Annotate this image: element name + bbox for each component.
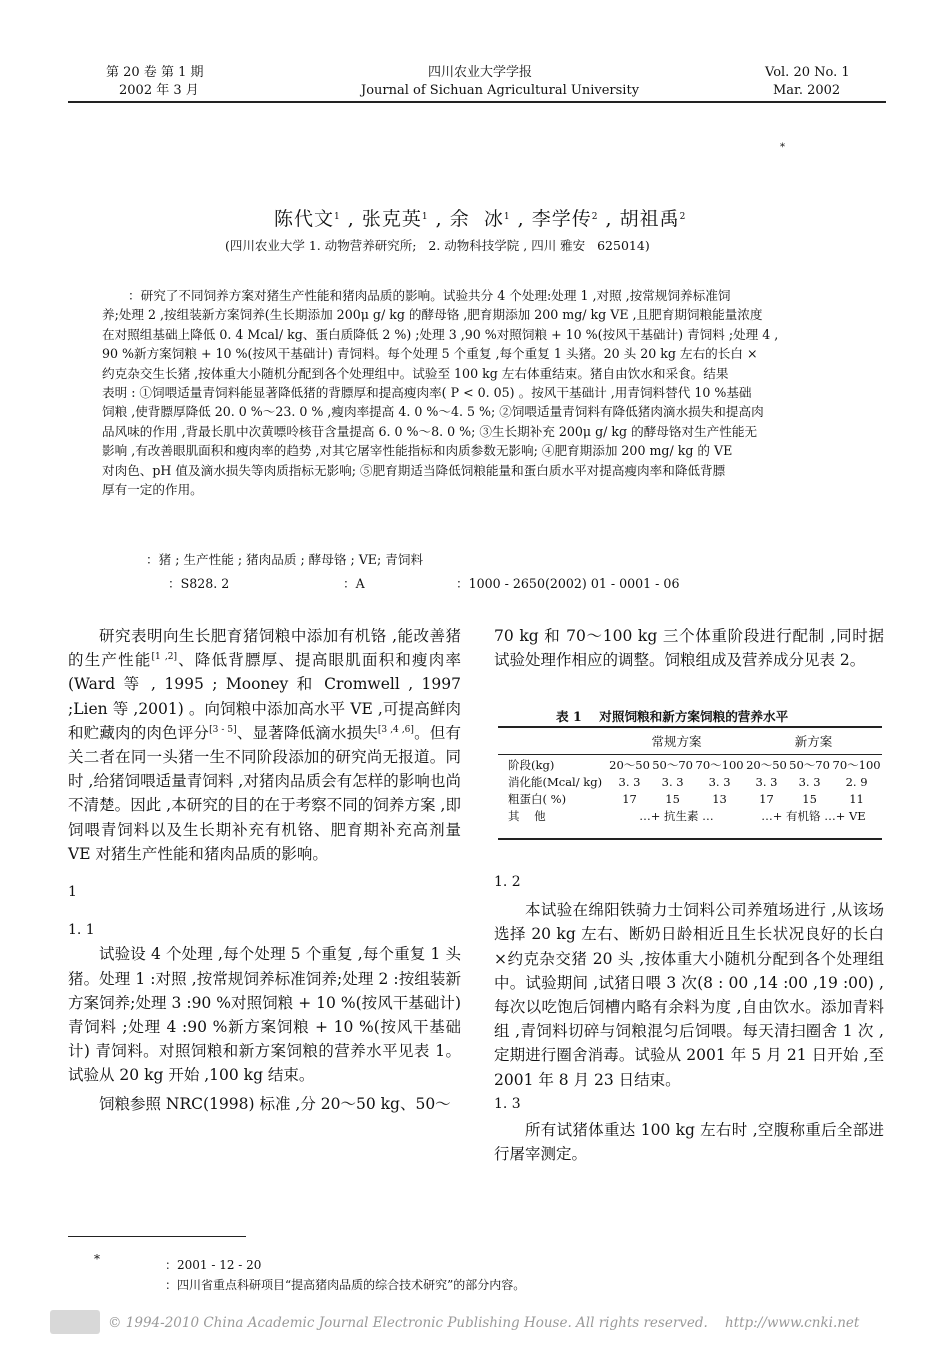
table-top-rule — [498, 726, 882, 728]
section-heading-1-1: 1. 1 — [68, 922, 95, 939]
section-heading-1-3: 1. 3 — [494, 1095, 521, 1112]
row-label: 粗蛋白( %) — [508, 791, 567, 806]
volume-issue-en: Vol. 20 No. 1 — [765, 65, 850, 80]
citation: [3 ,4 ,6] — [377, 724, 414, 735]
table-bottom-rule — [498, 838, 882, 840]
intro-paragraph — [68, 624, 461, 866]
header-rule — [68, 101, 886, 103]
abstract-line: 养;处理 2 ,按组装新方案饲养(生长期添加 200μ g/ kg 的酵母铬 ,肥育期添加 200 mg/ kg VE ,且肥育期饲粮能量浓度 — [102, 307, 763, 323]
row-label: 消化能(Mcal/ kg) — [508, 774, 603, 789]
table-cell: 3. 3 — [661, 774, 684, 789]
right-column-bottom — [494, 870, 884, 1166]
table-cell: 50～70 — [652, 757, 693, 772]
table-cell: 3. 3 — [755, 774, 778, 789]
author-sup: 2 — [591, 212, 599, 222]
copyright-notice: © 1994-2010 China Academic Journal Electronic Publishing House. All rights reserved. http://www.cnki.net — [108, 1315, 860, 1331]
journal-name-cn: 四川农业大学学报 — [428, 65, 533, 80]
table-row — [498, 807, 882, 824]
abstract-line: 影响 ,有改善眼肌面积和瘦肉率的趋势 ,对其它屠宰性能指标和肉质参数无影响; ④肥育期添加 200 mg/ kg 的 VE — [102, 443, 733, 459]
abstract-line: 饲粮 ,使背膘厚降低 20. 0 %～23. 0 % ,瘦肉率提高 4. 0 %～4. 5 %; ②饲喂适量青饲料有降低猪肉滴水损失和提高肉 — [102, 404, 764, 420]
author-list: 陈代文$^1$ , 张克英$^1$ , 余 冰$^1$ , 李学传$^2$ , 胡祖禹$^2$ — [274, 208, 687, 230]
abstract-line: 表明 : ①饲喂适量青饲料能显著降低猪的背膘厚和提高瘦肉率( P < 0. 05) 。按风干基础计 ,用青饲料替代 10 %基础 — [102, 385, 752, 400]
table-cell: 3. 3 — [798, 774, 821, 789]
row-label: 阶段(kg) — [508, 757, 555, 772]
site-paragraph: 本试验在绵阳铁骑力士饲料公司养殖场进行 ,从该场选择 20 kg 左右、断奶日龄相近且生长状况良好的长白 ×约克杂交猪 20 头 ,按体重大小随机分配到各个处理组中。试验期间 ,试猪日喂 3 次(8 : 00 ,14 :00 ,19 :00) ,每次以吃饱后饲槽内略有余料为度 ,自由饮水。添加青料组 ,青饲料切碎与饲粮混匀后饲喂。每天清扫圈舍 1 次 ,定期进行圈舍消毒。试验从 2001 年 5 月 21 日开始 ,至 2001 年 8 月 23 日结束。 — [494, 901, 884, 1089]
citation: [1 ,2] — [151, 652, 177, 663]
table-cell: 15 — [665, 791, 680, 806]
citation: [3 - 5] — [209, 724, 237, 735]
table-cell: 70～100 — [695, 757, 744, 772]
group-header: 新方案 — [794, 734, 833, 749]
document-code: ：A — [343, 576, 365, 591]
abstract-line: 约克杂交生长猪 ,按体重大小随机分配到各个处理组中。试验至 100 kg 左右体重结束。猪自由饮水和采食。结果 — [102, 365, 729, 381]
abstract-line: 品风味的作用 ,背最长肌中次黄嘌呤核苷含量提高 6. 0 %～8. 0 %; ③生长期补充 200μ g/ kg 的酵母铬对生产性能无 — [102, 423, 758, 439]
received-date: ：2001 - 12 - 20 — [165, 1258, 262, 1272]
abstract-line: 对肉色、pH 值及滴水损失等肉质指标无影响; ⑤肥育期适当降低饲粮能量和蛋白质水平对提高瘦肉率和降低背膘 — [102, 462, 726, 478]
table-cell: 13 — [712, 791, 727, 806]
cnki-logo-icon — [50, 1310, 100, 1334]
author-sup: 2 — [679, 212, 687, 222]
table-cell: 11 — [849, 791, 864, 806]
volume-issue-cn: 第 20 卷 第 1 期 — [106, 65, 204, 80]
diet-paragraph: 饲粮参照 NRC(1998) 标准 ,分 20～50 kg、50～ — [99, 1094, 451, 1113]
table-cell: 17 — [759, 791, 774, 806]
author-sup: 1 — [421, 212, 429, 222]
intro-text: 。但有关二者在同一头猪一生不同阶段添加的研究尚无报道。同时 ,给猪饲喂适量青饲料 ,对猪肉品质会有怎样的影响也尚不清楚。因此 ,本研究的目的在于考察不同的饲养方案 ,即饲喂青饲料以及生长期补充有机铬、肥育期补充高剂量 VE 对猪生产性能和猪肉品质的影响。 — [68, 723, 461, 863]
author: 胡祖禹 — [619, 208, 680, 230]
table-row — [498, 773, 882, 790]
table-row — [498, 790, 882, 807]
date-en: Mar. 2002 — [773, 83, 841, 98]
table-cell: …+ 有机铬 …+ VE — [761, 808, 866, 823]
table-cell: 50～70 — [789, 757, 830, 772]
journal-name-en: Journal of Sichuan Agricultural University — [361, 83, 640, 98]
author-sup: 1 — [334, 212, 341, 222]
right-column-top — [494, 624, 884, 672]
keywords: ：猪 ; 生产性能 ; 猪肉品质 ; 酵母铬 ; VE; 青饲料 — [146, 552, 424, 567]
author-sup: 1 — [503, 212, 511, 222]
section-heading-1: 1 — [68, 884, 77, 901]
table-cell: 3. 3 — [618, 774, 641, 789]
abstract-line: 90 %新方案饲粮 + 10 %(按风干基础计) 青饲料。每个处理 5 个重复 ,每个重复 1 头猪。20 头 20 kg 左右的长白 × — [102, 346, 758, 362]
author: 余 冰 — [449, 208, 504, 230]
table-row — [498, 750, 882, 773]
article-number: ：1000 - 2650(2002) 01 - 0001 - 06 — [456, 576, 680, 591]
design-paragraph: 试验设 4 个处理 ,每个处理 5 个重复 ,每个重复 1 头猪。处理 1 :对照 ,按常规饲养标准饲养;处理 2 :按组装新方案饲养;处理 3 :90 %对照饲粮 + 10 %(按风干基础计) 青饲料 ;处理 4 :90 %新方案饲粮 + 10 %(按风干基础计) 青饲料。对照饲粮和新方案饲粮的营养水平见表 1。试验从 20 kg 开始 ,100 kg 结束。 — [68, 945, 461, 1085]
slaughter-paragraph: 所有试猪体重达 100 kg 左右时 ,空腹称重后全部进行屠宰测定。 — [494, 1121, 884, 1164]
table-group-row — [498, 732, 882, 750]
diet-continuation: 70 kg 和 70～100 kg 三个体重阶段进行配制 ,同时据试验处理作相应的调整。饲粮组成及营养成分见表 2。 — [494, 627, 884, 670]
table-cell: 15 — [802, 791, 817, 806]
abstract-line: 在对照组基础上降低 0. 4 Mcal/ kg、蛋白质降低 2 %) ;处理 3 ,90 %对照饲粮 + 10 %(按风干基础计) 青饲料 ;处理 4 , — [102, 326, 779, 342]
footnote-mark: * — [94, 1252, 100, 1266]
table-cell: 70～100 — [832, 757, 881, 772]
fund-note: ：四川省重点科研项目“提高猪肉品质的综合技术研究”的部分内容。 — [165, 1278, 526, 1292]
abstract-line: ：研究了不同饲养方案对猪生产性能和猪肉品质的影响。试验共分 4 个处理:处理 1 ,对照 ,按常规饲养标准饲 — [128, 288, 731, 303]
author: 李学传 — [531, 208, 592, 230]
table-cell: 17 — [622, 791, 637, 806]
title-footnote-mark: * — [780, 142, 785, 153]
group-header: 常规方案 — [651, 734, 702, 749]
author: 张克英 — [361, 208, 422, 230]
row-label: 其 他 — [508, 808, 546, 823]
table-cell: …+ 抗生素 … — [639, 808, 714, 823]
table1 — [498, 732, 882, 824]
table-cell: 20～50 — [746, 757, 787, 772]
clc-number: ：S828. 2 — [168, 576, 230, 591]
intro-text: 研究表明向生长肥育猪饲粮中添加有机铬 ,能改善猪的生产性能 — [68, 627, 461, 670]
date-cn: 2002 年 3 月 — [119, 83, 199, 98]
table-cell: 2. 9 — [845, 774, 868, 789]
intro-text: 、显著降低滴水损失 — [236, 723, 378, 742]
table-cell: 20～50 — [609, 757, 650, 772]
table1-caption: 表 1 对照饲粮和新方案饲粮的营养水平 — [556, 709, 789, 724]
affiliation: (四川农业大学 1. 动物营养研究所; 2. 动物科技学院 , 四川 雅安 625014) — [225, 238, 650, 253]
footnote-rule — [68, 1236, 246, 1237]
intro-text: 、降低背膘厚、提高眼肌面积和瘦肉率(Ward 等 , 1995 ; Mooney 和 Cromwell , 1997 ;Lien 等 ,2001) 。向饲粮中添加高水平 VE ,可提高鲜肉和贮藏肉的肉色评分 — [68, 651, 461, 742]
table-cell: 3. 3 — [708, 774, 731, 789]
section-heading-1-2: 1. 2 — [494, 874, 521, 890]
abstract-line: 厚有一定的作用。 — [102, 482, 203, 497]
left-column — [68, 624, 461, 1116]
author: 陈代文 — [274, 208, 335, 230]
